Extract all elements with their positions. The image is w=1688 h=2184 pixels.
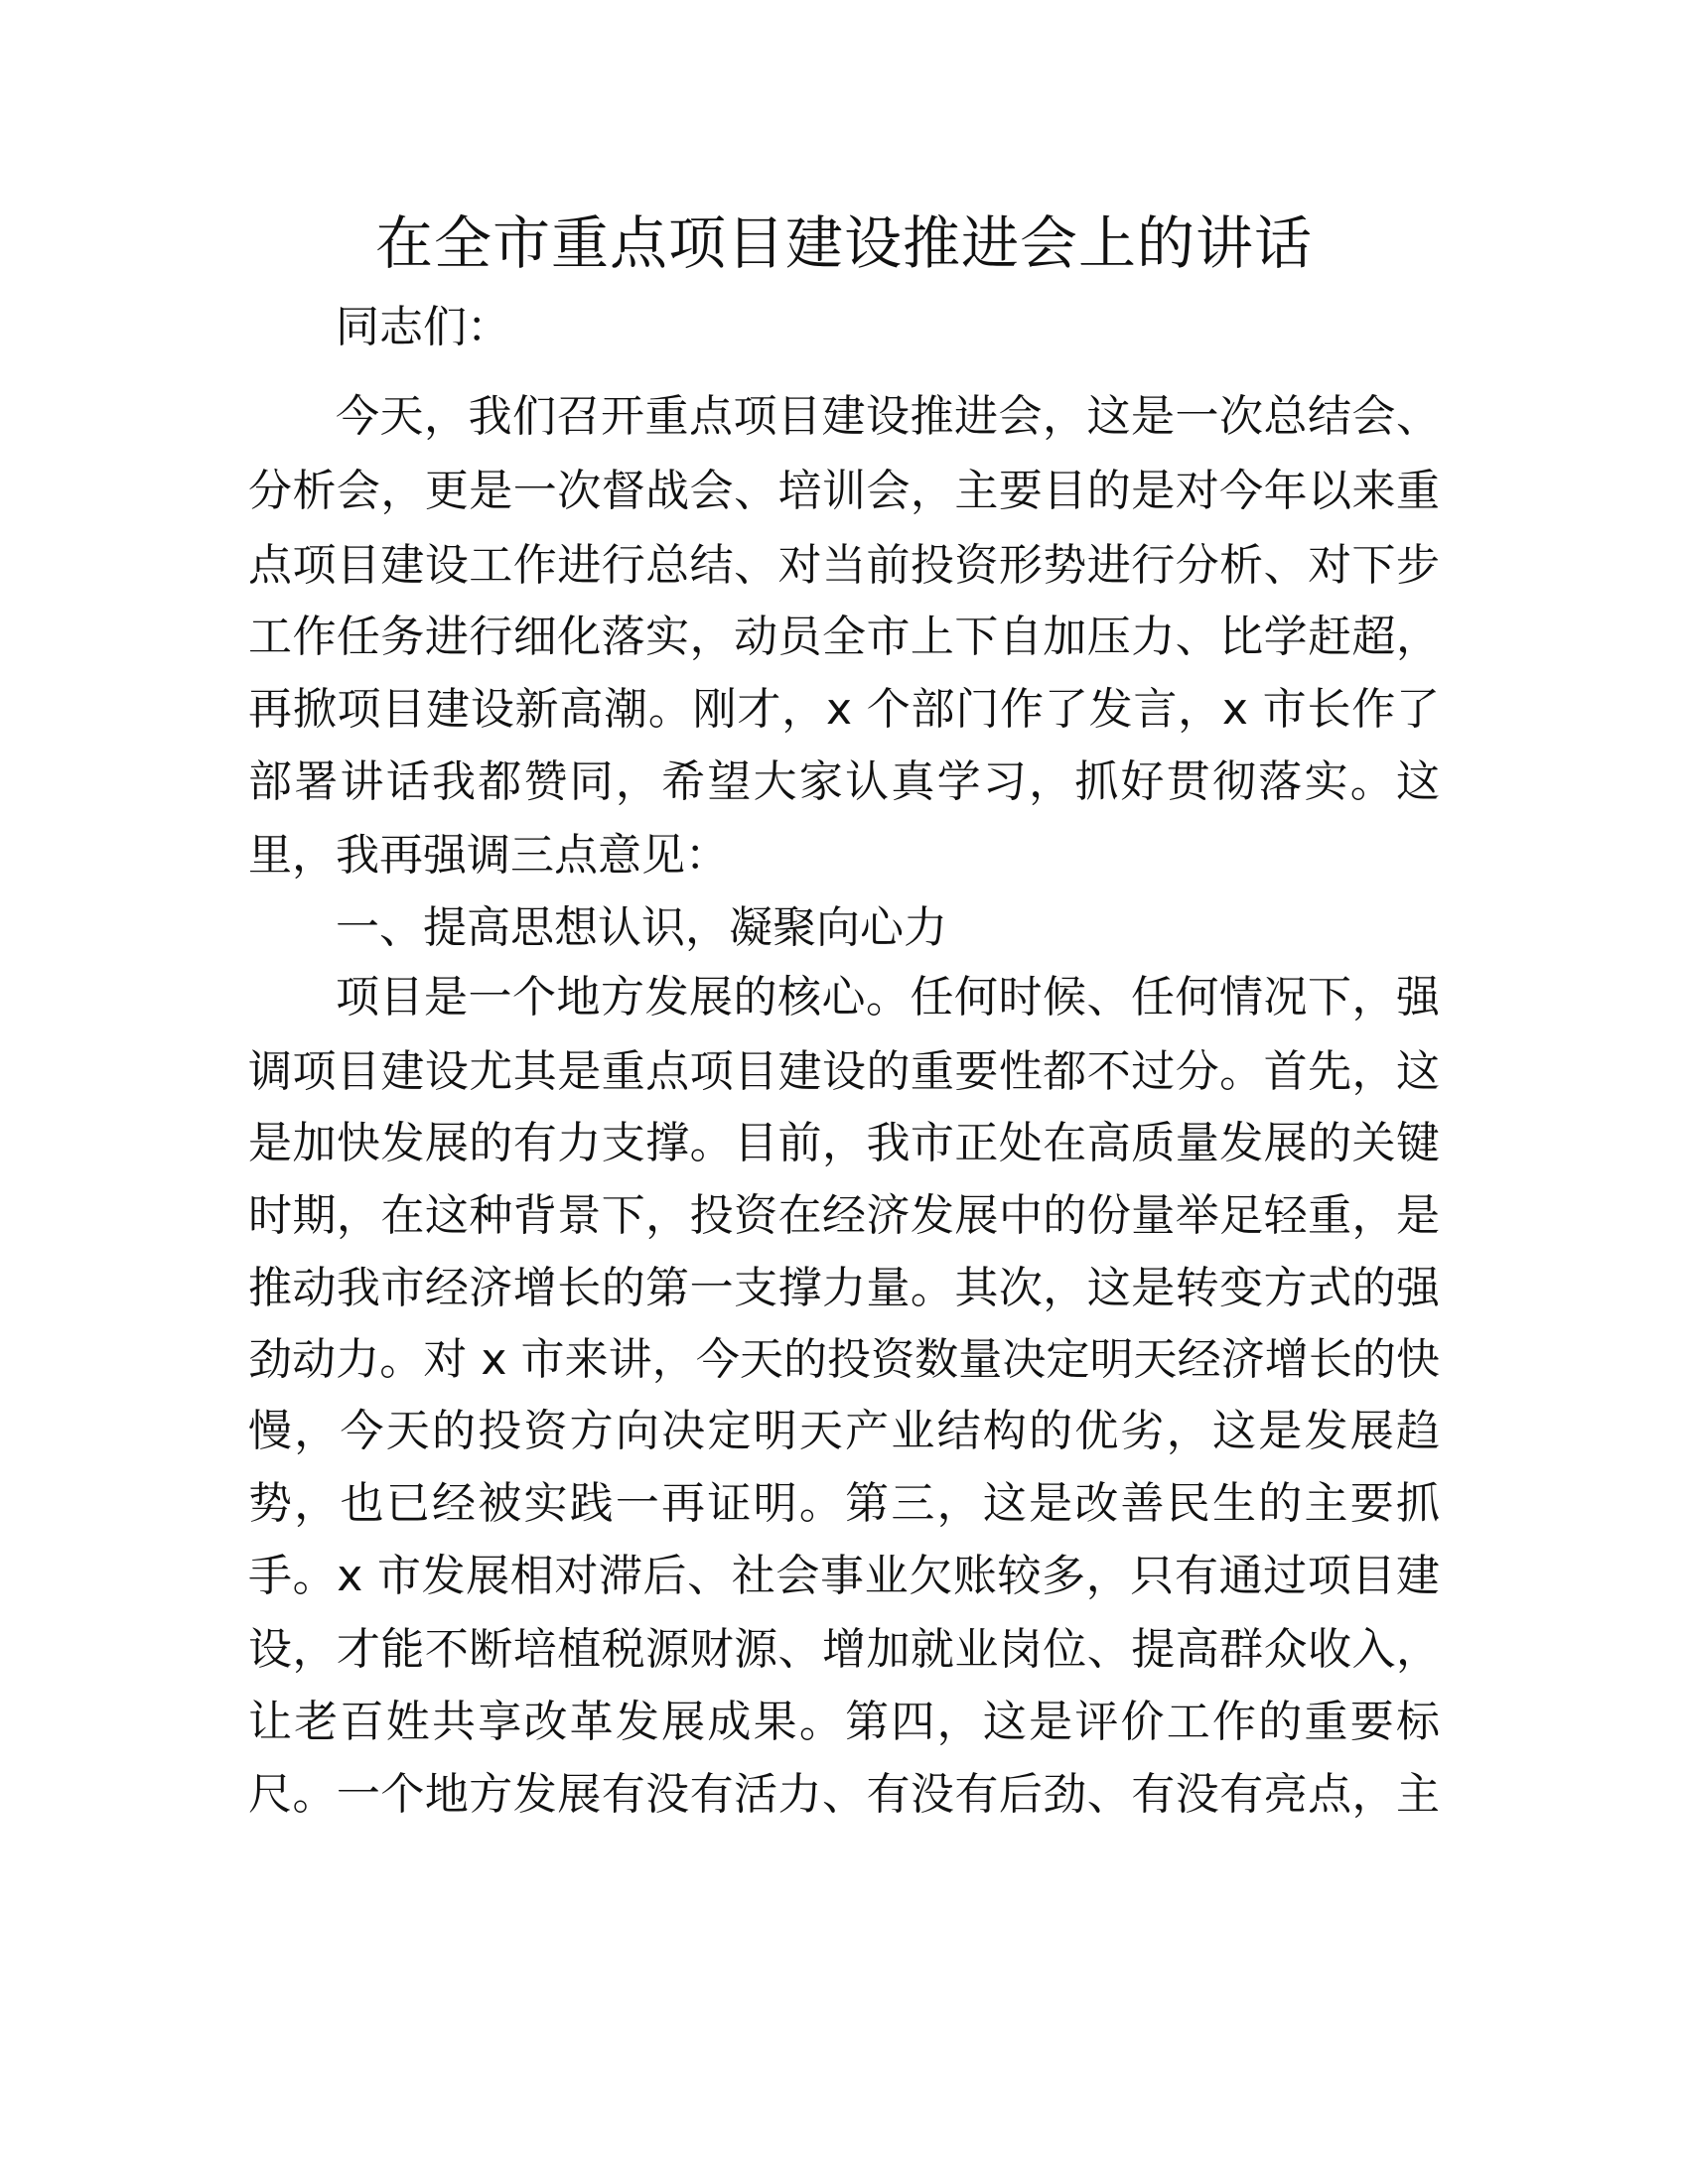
- paragraph-line: 让老百姓共享改革发展成果。第四，这是评价工作的重要标: [248, 1697, 1440, 1747]
- paragraph-line: 时期，在这种背景下，投资在经济发展中的份量举足轻重，是: [248, 1190, 1440, 1241]
- paragraph-line: 尺。一个地方发展有没有活力、有没有后劲、有没有亮点，主: [248, 1769, 1440, 1820]
- paragraph-line: 项目是一个地方发展的核心。任何时候、任何情况下，强: [336, 972, 1440, 1023]
- paragraph-line: 设，才能不断培植税源财源、增加就业岗位、提高群众收入，: [248, 1624, 1440, 1675]
- paragraph-line: 部署讲话我都赞同，希望大家认真学习，抓好贯彻落实。这: [248, 756, 1440, 807]
- paragraph-line: 是加快发展的有力支撑。目前，我市正处在高质量发展的关键: [248, 1118, 1440, 1168]
- paragraph-line: 今天，我们召开重点项目建设推进会，这是一次总结会、: [336, 391, 1440, 442]
- paragraph-line: 再掀项目建设新高潮。刚才，x 个部门作了发言，x 市长作了: [248, 684, 1440, 735]
- paragraph-line: 慢，今天的投资方向决定明天产业结构的优劣，这是发展趋: [248, 1406, 1440, 1456]
- paragraph-line: 推动我市经济增长的第一支撑力量。其次，这是转变方式的强: [248, 1263, 1440, 1313]
- paragraph-line: 点项目建设工作进行总结、对当前投资形势进行分析、对下步: [248, 540, 1440, 591]
- paragraph-line: 同志们：: [336, 302, 510, 352]
- paragraph-line: 分析会，更是一次督战会、培训会，主要目的是对今年以来重: [248, 466, 1440, 516]
- paragraph-line: 势，也已经被实践一再证明。第三，这是改善民生的主要抓: [248, 1478, 1440, 1529]
- paragraph-line: 工作任务进行细化落实，动员全市上下自加压力、比学赶超，: [248, 612, 1440, 662]
- paragraph-line: 一、提高思想认识，凝聚向心力: [336, 902, 947, 953]
- document-title: 在全市重点项目建设推进会上的讲话: [374, 209, 1313, 277]
- paragraph-line: 劲动力。对 x 市来讲，今天的投资数量决定明天经济增长的快: [248, 1334, 1440, 1385]
- paragraph-line: 调项目建设尤其是重点项目建设的重要性都不过分。首先，这: [248, 1046, 1440, 1097]
- paragraph-line: 里，我再强调三点意见：: [248, 830, 729, 881]
- paragraph-line: 手。x 市发展相对滞后、社会事业欠账较多，只有通过项目建: [248, 1551, 1440, 1601]
